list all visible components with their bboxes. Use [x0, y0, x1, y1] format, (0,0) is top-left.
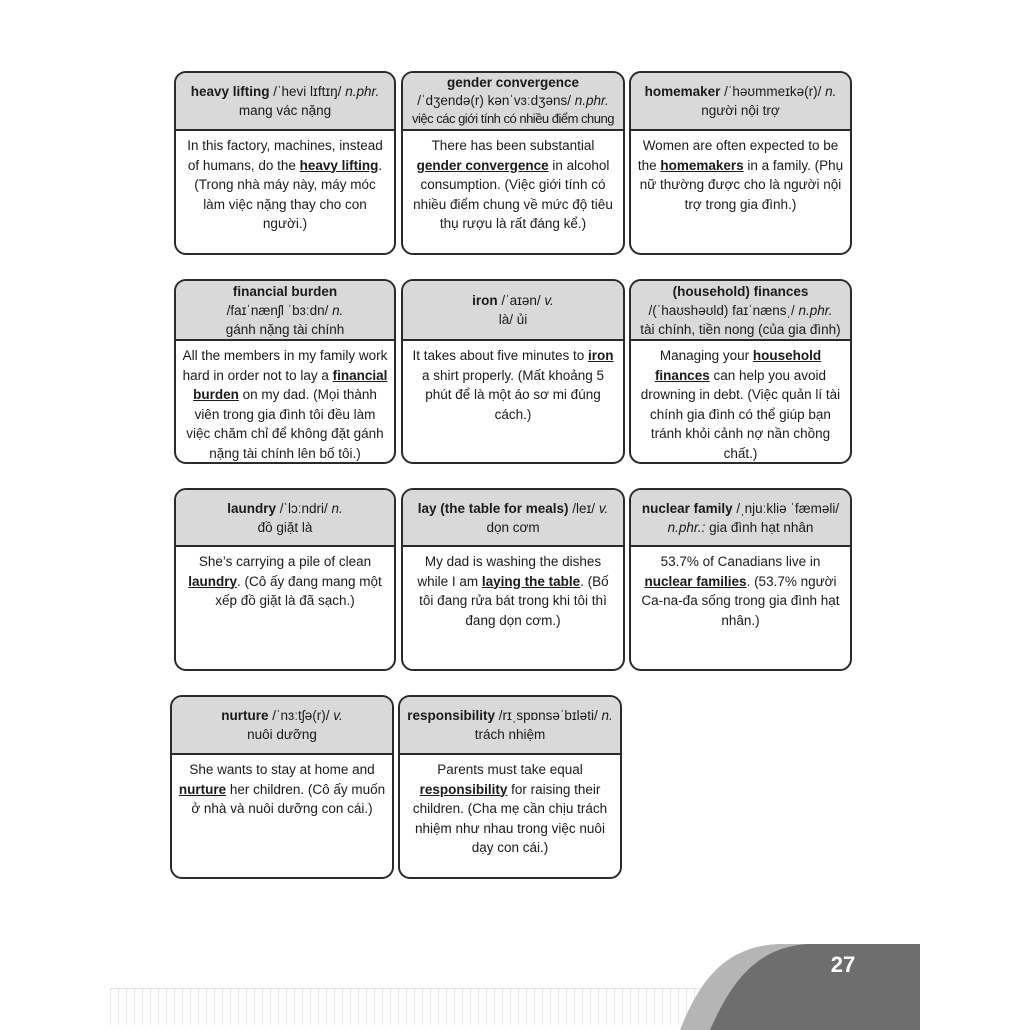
example-text: [176, 547, 394, 669]
meaning: người nội trợ: [701, 103, 780, 118]
example-pre: In this factory, machines, instead of humans, do the: [187, 138, 383, 173]
term: gender convergence: [446, 75, 580, 90]
term-line: [417, 92, 609, 110]
meaning: tài chính, tiền nong (của gia đình): [640, 321, 841, 337]
example-post: in a family. (Phụ nữ thường được cho là người nội trợ trong gia đình.): [639, 157, 844, 212]
card-header: [176, 490, 394, 547]
example-post: on my dad. (Mọi thành viên trong gia đình tôi đều làm việc chăm chỉ để không đặt gánh nặng tài chính lên bố tôi.): [186, 387, 384, 461]
vocab-card-household-finances: [629, 279, 852, 464]
part-of-speech: n.phr.: [345, 84, 380, 99]
part-of-speech: n.: [601, 708, 613, 723]
pronunciation: /rɪˌspɒnsəˈbɪləti/: [495, 708, 602, 723]
meaning: việc các giới tính có nhiều điểm chung: [412, 111, 614, 126]
term: responsibility: [407, 708, 496, 723]
example-keyword: laying the table: [481, 573, 581, 589]
example-pre: She’s carrying a pile of clean: [198, 554, 372, 569]
term: nurture: [221, 708, 269, 723]
example-text: [176, 131, 394, 253]
example-post: . (Cô ấy đang mang một xếp đồ giặt là đã sạch.): [215, 573, 382, 608]
pronunciation: /ˈnɜːtʃə(r)/: [268, 708, 334, 723]
card-header: [631, 73, 850, 131]
pronunciation: /ˈhevi lɪftɪŋ/: [269, 84, 346, 99]
card-header: [400, 697, 620, 755]
example-post: in alcohol consumption. (Việc giới tính có nhiều điểm chung về mức độ tiêu thụ rượu là rất đáng kể.): [413, 157, 613, 231]
vocab-card-financial-burden: [174, 279, 396, 464]
example-pre: It takes about five minutes to: [412, 348, 589, 363]
vocab-card-nuclear-family: [629, 488, 852, 671]
vocab-card-heavy-lifting: [174, 71, 396, 255]
example-keyword: financial burden: [193, 367, 388, 402]
pronunciation: /ˈhəʊmmeɪkə(r)/: [720, 84, 826, 99]
term-line: [645, 82, 837, 101]
example-post: . (53.7% người Ca-na-đa sống trong gia đình hạt nhân.): [641, 573, 840, 628]
part-of-speech: v.: [544, 293, 554, 308]
vocab-card-homemaker: [629, 71, 852, 255]
part-of-speech: n.phr.: [574, 93, 609, 108]
example-keyword: responsibility: [419, 781, 508, 797]
term: iron: [472, 293, 498, 308]
example-text: [631, 341, 850, 464]
vocab-card-gender-convergence: [401, 71, 625, 255]
term-line: [635, 499, 846, 537]
example-pre: There has been substantial: [431, 138, 595, 153]
example-keyword: homemakers: [660, 157, 744, 173]
example-post: for raising their children. (Cha mẹ cần chịu trách nhiệm như nhau trong việc nuôi dạy con cái.): [412, 781, 608, 855]
example-keyword: household finances: [654, 348, 822, 383]
card-header: [631, 281, 850, 341]
example-text: [403, 131, 623, 253]
card-header: [403, 490, 623, 547]
card-header: [631, 490, 850, 547]
example-text: [400, 755, 620, 877]
example-text: [403, 547, 623, 669]
part-of-speech: n.: [825, 84, 837, 99]
part-of-speech: v.: [333, 708, 343, 723]
vocab-card-responsibility: [398, 695, 622, 879]
part-of-speech: n.: [332, 302, 344, 318]
example-post: . (Bố tôi đang rửa bát trong khi tôi thì đang dọn cơm.): [419, 573, 609, 628]
meaning: nuôi dưỡng: [247, 727, 317, 742]
example-pre: 53.7% of Canadians live in: [660, 554, 821, 569]
example-post: a shirt properly. (Mất khoảng 5 phút để là một áo sơ mi đúng cách.): [421, 367, 605, 422]
term: homemaker: [644, 84, 721, 99]
term-line: [227, 301, 344, 320]
example-pre: Parents must take equal: [437, 762, 583, 777]
example-keyword: heavy lifting: [299, 157, 379, 173]
pronunciation: /leɪ/: [568, 500, 599, 516]
example-post: her children. (Cô ấy muốn ở nhà và nuôi dưỡng con cái.): [191, 781, 386, 816]
term: heavy lifting: [190, 84, 270, 99]
term-line: [418, 499, 609, 518]
card-header: [176, 73, 394, 131]
vocab-card-lay-the-table: [401, 488, 625, 671]
card-header: [403, 281, 623, 341]
pronunciation: /ˈdʒendə(r) kənˈvɜːdʒəns/: [417, 93, 575, 108]
example-text: [631, 547, 850, 669]
term-line: [407, 706, 612, 725]
meaning: gánh nặng tài chính: [225, 321, 345, 337]
term: nuclear family: [641, 500, 733, 516]
vocab-card-nurture: [170, 695, 394, 879]
example-text: [176, 341, 394, 464]
example-keyword: nurture: [178, 781, 227, 797]
example-pre: My dad is washing the dishes while I am: [417, 554, 602, 589]
example-pre: All the members in my family work hard in order not to lay a: [182, 348, 388, 383]
part-of-speech: n.: [331, 500, 343, 516]
example-keyword: gender convergence: [416, 157, 549, 173]
term-line: [221, 706, 342, 725]
term: (household) finances: [672, 283, 809, 299]
example-post: . (Trong nhà máy này, máy móc làm việc nặng thay cho con người.): [194, 157, 383, 231]
pronunciation: /(ˈhaʊshəʊld) faɪˈnænsˌ/: [648, 302, 799, 318]
meaning: là/ ủi: [498, 312, 528, 327]
pronunciation: /faɪˈnænʃl ˈbɜːdn/: [226, 302, 333, 318]
meaning: trách nhiệm: [474, 727, 546, 742]
term-line: [472, 291, 554, 310]
vocab-card-laundry: [174, 488, 396, 671]
part-of-speech: n.phr.:: [667, 519, 706, 535]
example-pre: Managing your: [659, 348, 753, 363]
card-header: [172, 697, 392, 755]
vocab-card-iron: [401, 279, 625, 464]
example-text: [631, 131, 850, 253]
meaning: đồ giặt là: [257, 519, 313, 535]
card-header: [176, 281, 394, 341]
meaning: gia đình hạt nhân: [705, 519, 814, 535]
example-text: [403, 341, 623, 462]
example-pre: She wants to stay at home and: [189, 762, 375, 777]
term-line: [227, 499, 343, 518]
part-of-speech: v.: [598, 500, 609, 516]
pronunciation: /ˌnjuːkliə ˈfæməli/: [732, 500, 840, 516]
example-keyword: laundry: [188, 573, 237, 589]
term: lay (the table for meals): [417, 500, 569, 516]
example-keyword: iron: [588, 348, 614, 363]
page-number: 27: [830, 952, 856, 977]
meaning: dọn cơm: [486, 519, 540, 535]
term-line: [191, 82, 379, 101]
example-post: can help you avoid drowning in debt. (Việc quản lí tài chính gia đình có thể giúp bạn tránh khỏi cảnh nợ nần chồng chất.): [640, 367, 841, 461]
term-line: [649, 301, 833, 320]
example-text: [172, 755, 392, 877]
example-keyword: nuclear families: [644, 573, 747, 589]
term: financial burden: [232, 283, 338, 299]
pronunciation: /ˈlɔːndri/: [275, 500, 332, 516]
card-header: [403, 73, 623, 131]
page-number-tab: [680, 940, 920, 1030]
pronunciation: /ˈaɪən/: [497, 293, 545, 308]
meaning: mang vác nặng: [238, 103, 332, 118]
term: laundry: [227, 500, 276, 516]
part-of-speech: n.phr.: [798, 302, 833, 318]
example-pre: Women are often expected to be the: [637, 138, 839, 173]
